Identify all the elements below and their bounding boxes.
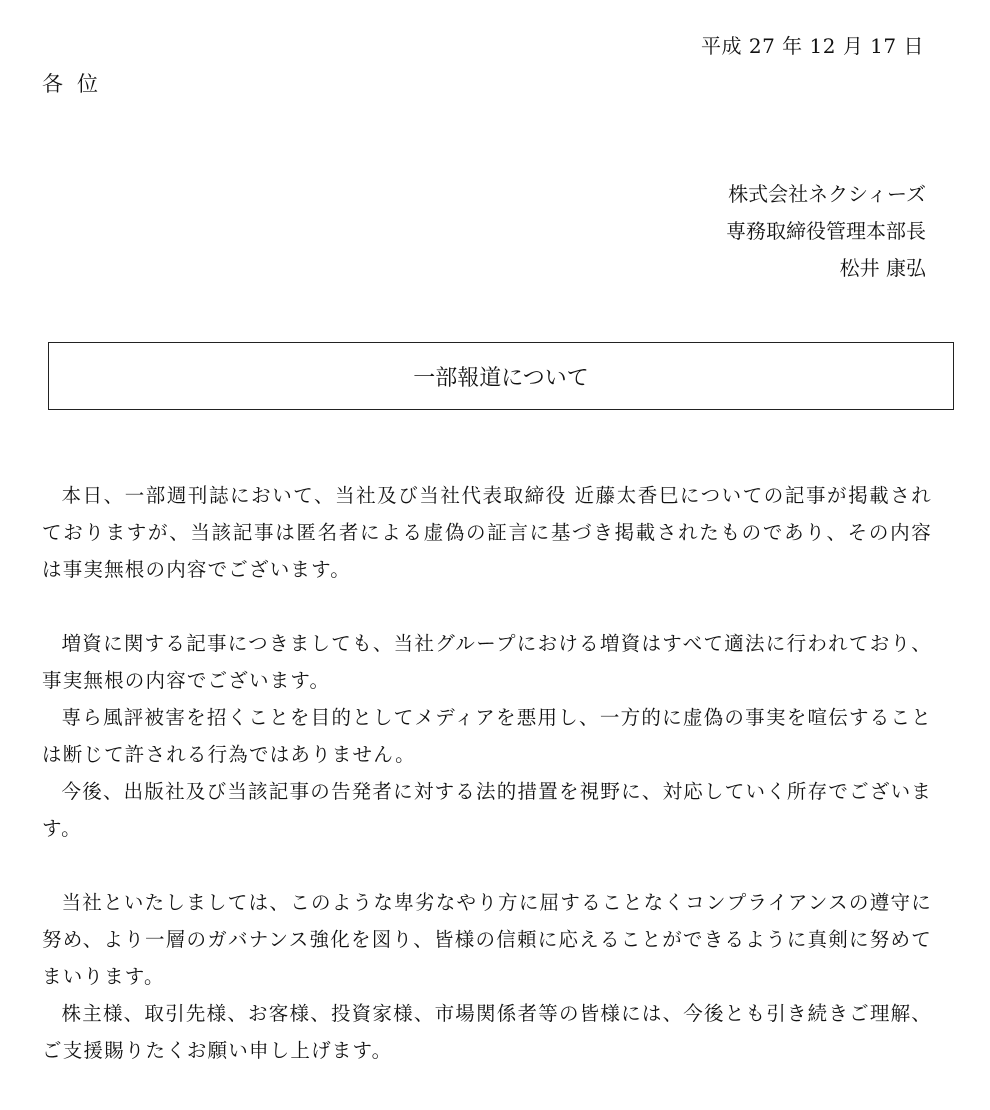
paragraph-gap: [42, 847, 932, 884]
paragraph-gap: [42, 588, 932, 625]
paragraph-5: 当社といたしましては、このような卑劣なやり方に屈することなくコンプライアンスの遵守に努め、より一層のガバナンス強化を図り、皆様の信頼に応えることができるように真剣に努めてまいります。: [42, 891, 932, 988]
sender-company: 株式会社ネクシィーズ: [728, 182, 926, 206]
addressee: 各位: [42, 72, 112, 96]
document-date: 平成 27 年 12 月 17 日: [701, 34, 924, 58]
document-title: 一部報道について: [413, 365, 589, 391]
paragraph-1: 本日、一部週刊誌において、当社及び当社代表取締役 近藤太香巳についての記事が掲載されておりますが、当該記事は匿名者による虚偽の証言に基づき掲載されたものであり、その内容は事実無根の内容でございます。: [42, 484, 932, 581]
document-body: [42, 477, 932, 1069]
paragraph-4: 今後、出版社及び当該記事の告発者に対する法的措置を視野に、対応していく所存でございます。: [42, 780, 932, 840]
paragraph-6: 株主様、取引先様、お客様、投資家様、市場関係者等の皆様には、今後とも引き続きご理解、ご支援賜りたくお願い申し上げます。: [42, 1002, 932, 1062]
paragraph-2: 増資に関する記事につきましても、当社グループにおける増資はすべて適法に行われており、事実無根の内容でございます。: [42, 632, 932, 692]
sender-name: 松井 康弘: [839, 256, 926, 280]
document-title-box: [48, 342, 954, 410]
sender-position: 専務取締役管理本部長: [726, 219, 926, 243]
paragraph-3: 専ら風評被害を招くことを目的としてメディアを悪用し、一方的に虚偽の事実を喧伝することは断じて許される行為ではありません。: [42, 706, 932, 766]
sender-block: [726, 176, 926, 287]
